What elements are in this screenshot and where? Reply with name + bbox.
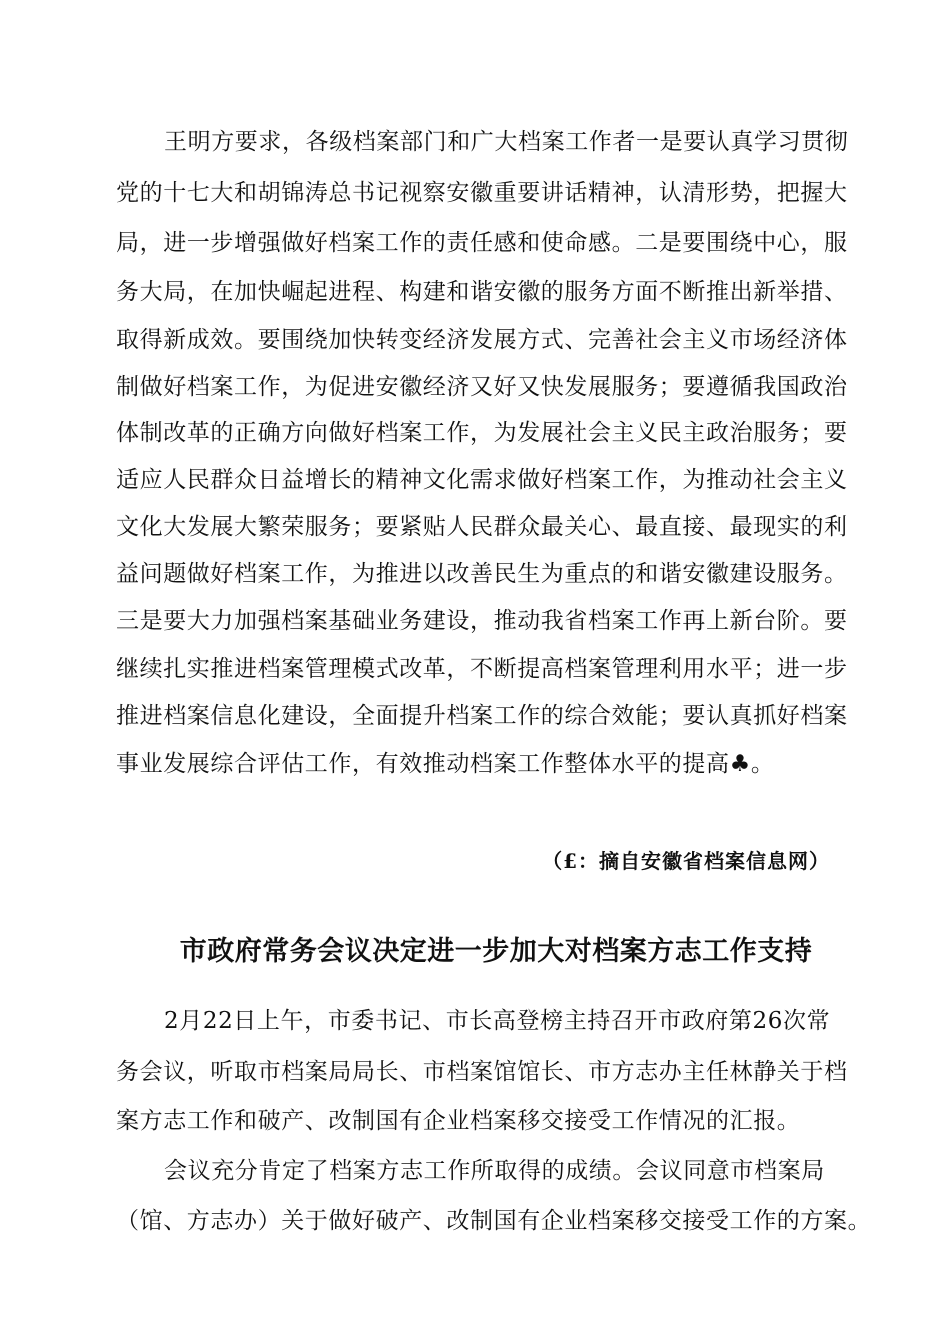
article1-line: 文化大发展大繁荣服务；要紧贴人民群众最关心、最直接、最现实的利 (116, 514, 848, 540)
source-attribution: （£：摘自安徽省档案信息网） (542, 849, 830, 873)
article1-line: 务大局，在加快崛起进程、构建和谐安徽的服务方面不断推出新举措、 (116, 279, 848, 305)
article1-line: 三是要大力加强档案基础业务建设，推动我省档案工作再上新台阶。要 (116, 608, 848, 634)
article1-line: 推进档案信息化建设，全面提升档案工作的综合效能；要认真抓好档案 (116, 703, 848, 729)
article1-line: 制做好档案工作，为促进安徽经济又好又快发展服务；要遵循我国政治 (116, 374, 848, 400)
article1-line: 党的十七大和胡锦涛总书记视察安徽重要讲话精神，认清形势，把握大 (116, 180, 848, 206)
article2-para1-line: 案方志工作和破产、改制国有企业档案移交接受工作情况的汇报。 (116, 1108, 801, 1134)
article1-line: 局，进一步增强做好档案工作的责任感和使命感。二是要围绕中心，服 (116, 230, 848, 256)
article1-line: 取得新成效。要围绕加快转变经济发展方式、完善社会主义市场经济体 (116, 327, 848, 353)
article2-para2-line: （馆、方志办）关于做好破产、改制国有企业档案移交接受工作的方案。 (116, 1208, 872, 1234)
article1-line: 继续扎实推进档案管理模式改革，不断提高档案管理利用水平；进一步 (116, 656, 848, 682)
article1-line: 适应人民群众日益增长的精神文化需求做好档案工作，为推动社会主义 (116, 467, 848, 493)
article2-para2-line: 会议充分肯定了档案方志工作所取得的成绩。会议同意市档案局 (164, 1158, 825, 1184)
article1-line: 王明方要求，各级档案部门和广大档案工作者一是要认真学习贯彻 (164, 129, 849, 155)
article-headline: 市政府常务会议决定进一步加大对档案方志工作支持 (179, 936, 813, 967)
article2-para1-line: 2月22日上午，市委书记、市长高登榜主持召开市政府第26次常 (164, 1008, 831, 1034)
article2-para1-line: 务会议，听取市档案局局长、市档案馆馆长、市方志办主任林静关于档 (116, 1059, 848, 1085)
article1-line: 体制改革的正确方向做好档案工作，为发展社会主义民主政治服务；要 (116, 420, 848, 446)
article1-line: 益问题做好档案工作，为推进以改善民生为重点的和谐安徽建设服务。 (116, 561, 848, 587)
article1-line: 事业发展综合评估工作，有效推动档案工作整体水平的提高♣。 (116, 751, 775, 777)
